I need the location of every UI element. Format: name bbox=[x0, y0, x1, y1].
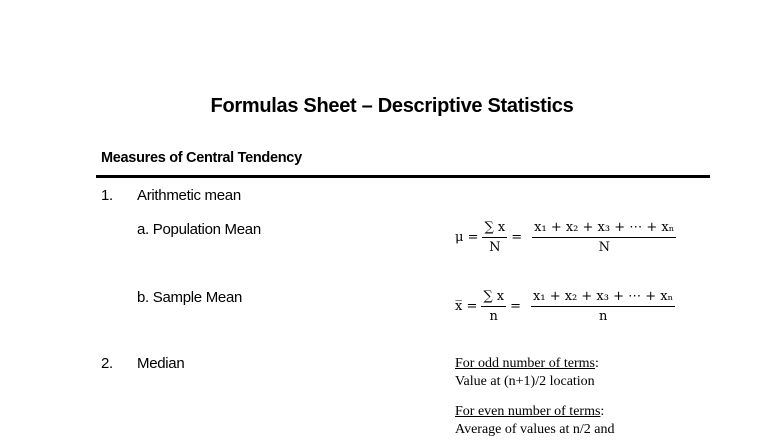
median-even-note bbox=[455, 403, 615, 439]
median-odd-heading: For odd number of terms bbox=[455, 356, 595, 371]
section-heading: Measures of Central Tendency bbox=[101, 150, 302, 166]
median-odd-note bbox=[455, 355, 599, 391]
sub-item-sample-mean: b. Sample Mean bbox=[137, 289, 243, 306]
colon: : bbox=[600, 404, 605, 419]
equals-sign: = bbox=[510, 299, 522, 314]
formula-lhs: μ = bbox=[455, 230, 479, 245]
page-title: Formulas Sheet – Descriptive Statistics bbox=[210, 95, 574, 117]
fraction-denominator: n bbox=[598, 309, 608, 324]
fraction-denominator: N bbox=[489, 240, 501, 255]
fraction bbox=[531, 289, 675, 324]
section-rule bbox=[96, 175, 710, 178]
equals-sign: = bbox=[511, 230, 523, 245]
item-number: 2. bbox=[101, 355, 113, 372]
formula-lhs: x̅ = bbox=[455, 299, 478, 314]
fraction-numerator: x₁ + x₂ + x₃ + ⋯ + xₙ bbox=[532, 220, 676, 238]
median-even-heading-line bbox=[455, 403, 615, 421]
fraction-denominator: N bbox=[598, 240, 610, 255]
sample-mean-formula bbox=[455, 289, 679, 324]
fraction-numerator: ∑ x bbox=[482, 220, 507, 238]
item-label-arithmetic-mean: Arithmetic mean bbox=[137, 187, 241, 204]
median-odd-text: Value at (n+1)/2 location bbox=[455, 374, 595, 389]
fraction bbox=[532, 220, 676, 255]
item-number: 1. bbox=[101, 187, 113, 204]
median-even-text: Average of values at n/2 and bbox=[455, 422, 615, 437]
sub-item-population-mean: a. Population Mean bbox=[137, 221, 261, 238]
fraction bbox=[482, 220, 507, 255]
item-label-median: Median bbox=[137, 355, 185, 372]
fraction-denominator: n bbox=[489, 309, 498, 324]
median-even-heading: For even number of terms bbox=[455, 404, 601, 419]
fraction bbox=[481, 289, 506, 324]
fraction-numerator: x₁ + x₂ + x₃ + ⋯ + xₙ bbox=[531, 289, 675, 307]
median-odd-heading-line bbox=[455, 355, 599, 373]
population-mean-formula bbox=[455, 220, 680, 255]
fraction-numerator: ∑ x bbox=[481, 289, 506, 307]
colon: : bbox=[594, 356, 599, 371]
